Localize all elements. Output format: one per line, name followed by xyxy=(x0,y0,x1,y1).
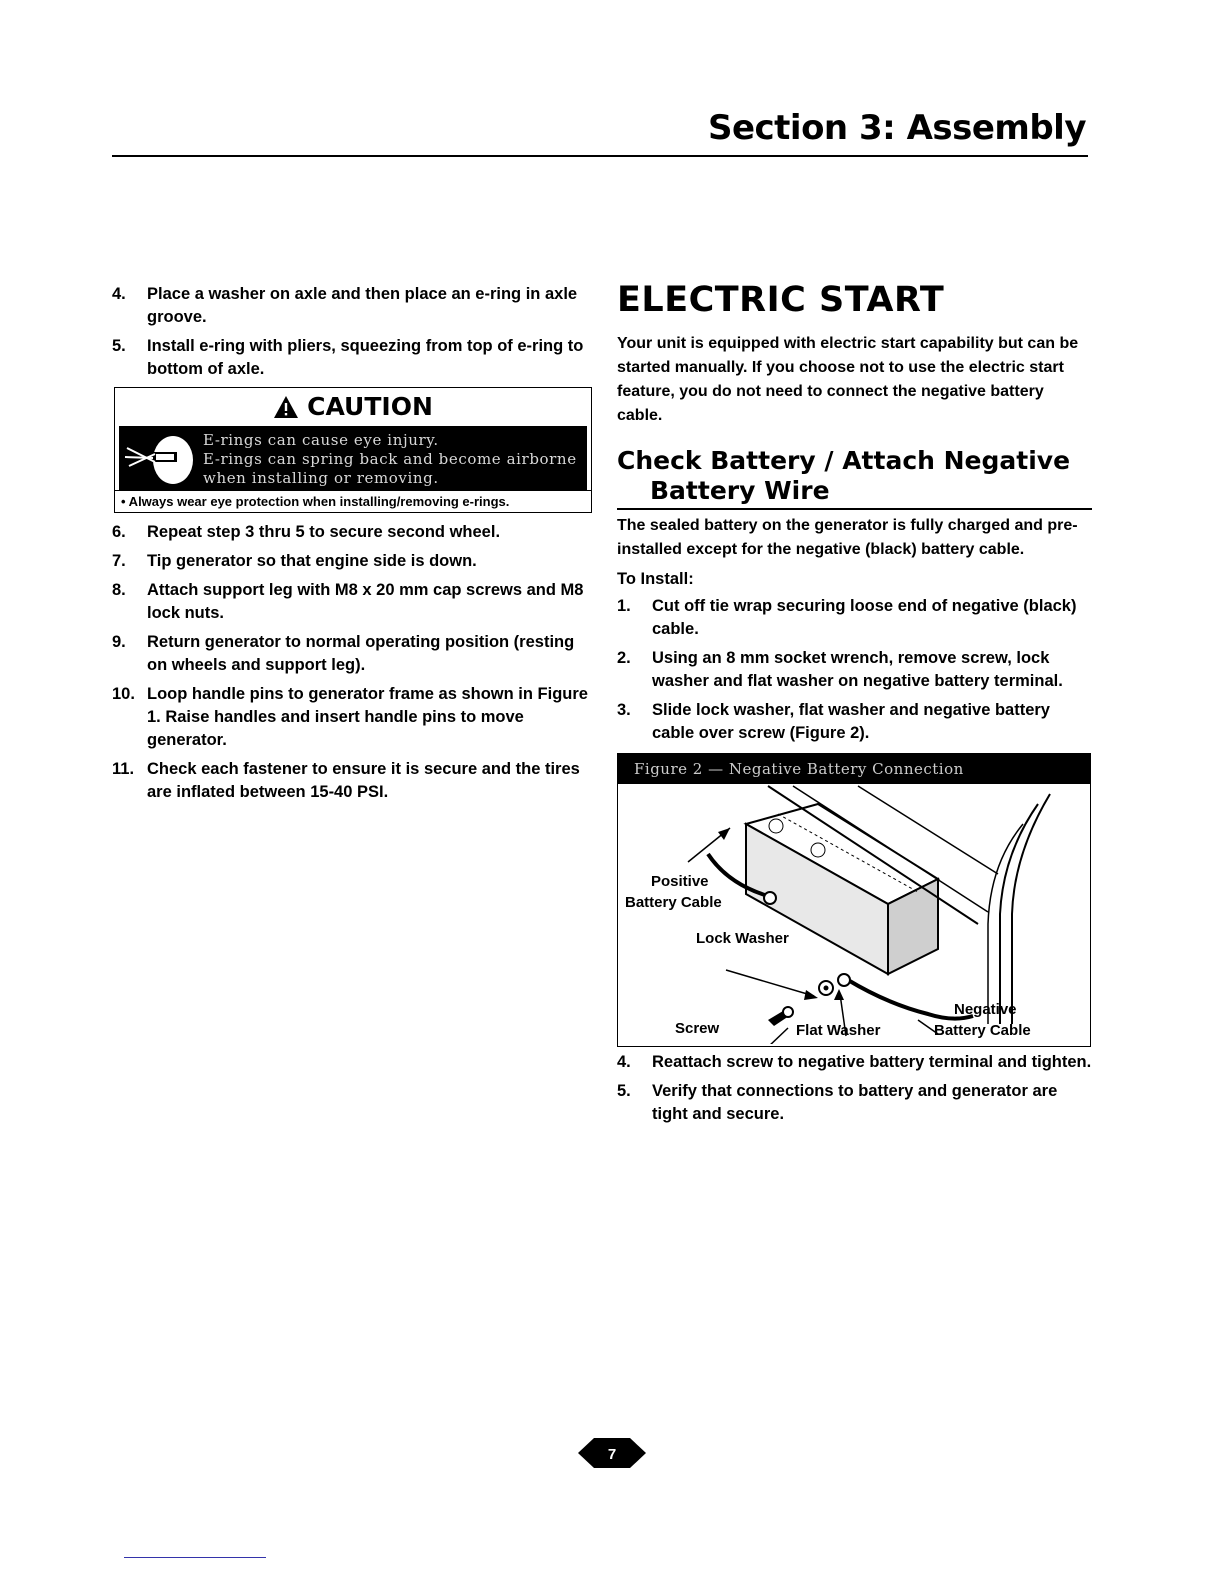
left-column xyxy=(112,283,592,810)
subsection-rule xyxy=(617,508,1092,510)
header-rule xyxy=(112,155,1088,157)
step-item: 5. Verify that connections to battery and generator are tight and secure. xyxy=(617,1082,1058,1123)
install-label: To Install: xyxy=(617,570,694,588)
page-number-badge xyxy=(578,1436,646,1475)
step-item: 8. Attach support leg with M8 x 20 mm cap screws and M8 lock nuts. xyxy=(112,581,584,622)
caution-box xyxy=(114,387,592,513)
step-item: 9. Return generator to normal operating position (resting on wheels and support leg). xyxy=(112,633,575,674)
flat-washer-label: Flat Washer xyxy=(796,1022,881,1039)
caution-header xyxy=(115,388,591,426)
step-item: 1. Cut off tie wrap securing loose end of negative (black) cable. xyxy=(617,597,1077,638)
intro-paragraph: Your unit is equipped with electric start capability but can be started manually. If you choose not to use the electric start feature, you do not need to connect the negative battery cable. xyxy=(617,335,1079,424)
step-item: 5. Install e-ring with pliers, squeezing from top of e-ring to bottom of axle. xyxy=(112,337,584,378)
caution-body xyxy=(119,426,587,490)
footer-line xyxy=(124,1557,266,1558)
caution-line: E-rings can cause eye injury. xyxy=(203,431,439,449)
screw-label: Screw xyxy=(675,1020,720,1037)
lock-washer-label: Lock Washer xyxy=(696,930,789,947)
page-badge-icon xyxy=(578,1436,646,1470)
caution-title: CAUTION xyxy=(307,392,433,421)
positive-cable-label: Positive Battery Cable xyxy=(625,873,722,911)
battery-paragraph: The sealed battery on the generator is fully charged and pre-installed except for the negative (black) battery cable. xyxy=(617,517,1078,558)
step-item: 11. Check each fastener to ensure it is secure and the tires are inflated between 15-40 PSI. xyxy=(112,760,580,801)
caution-footer: • Always wear eye protection when installing/removing e-rings. xyxy=(115,490,591,512)
step-item: 7. Tip generator so that engine side is down. xyxy=(112,552,477,570)
step-item: 4. Reattach screw to negative battery terminal and tighten. xyxy=(617,1053,1092,1071)
step-item: 3. Slide lock washer, flat washer and negative battery cable over screw (Figure 2). xyxy=(617,701,1050,742)
right-column xyxy=(617,280,1092,1132)
section-heading: ELECTRIC START xyxy=(617,280,945,320)
step-item: 2. Using an 8 mm socket wrench, remove screw, lock washer and flat washer on negative battery terminal. xyxy=(617,649,1063,690)
subsection-heading: Check Battery / Attach Negative Battery Wire xyxy=(617,446,1071,505)
figure-caption: Figure 2 — Negative Battery Connection xyxy=(618,754,1090,784)
page-title: Section 3: Assembly xyxy=(707,108,1086,148)
step-item: 6. Repeat step 3 thru 5 to secure second wheel. xyxy=(112,523,501,541)
step-item: 10. Loop handle pins to generator frame as shown in Figure 1. Raise handles and insert handle pins to move generator. xyxy=(112,685,588,749)
page-number: 7 xyxy=(607,1446,617,1463)
step-item: 4. Place a washer on axle and then place an e-ring in axle groove. xyxy=(112,285,578,326)
warning-triangle-icon xyxy=(273,395,299,419)
eye-protection-icon xyxy=(123,432,197,486)
caution-line: E-rings can spring back and become airborne xyxy=(203,450,577,468)
negative-cable-label: Negative Battery Cable xyxy=(934,1001,1031,1039)
caution-line: when installing or removing. xyxy=(203,469,439,487)
figure-negative-battery xyxy=(617,753,1091,1047)
